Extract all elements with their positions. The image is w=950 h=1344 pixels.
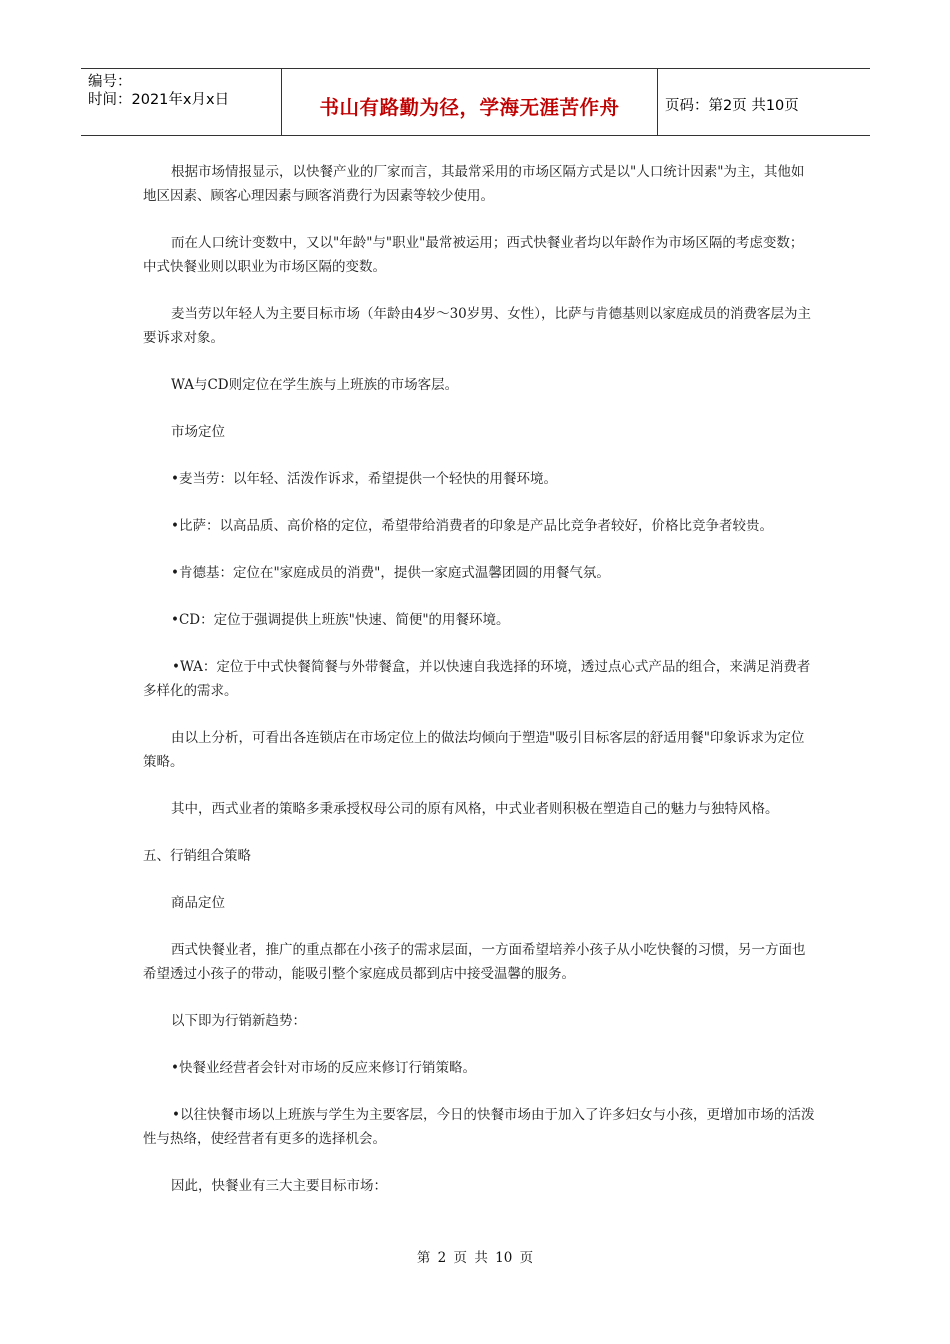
paragraph: 麦当劳以年轻人为主要目标市场（年龄由4岁～30岁男、女性），比萨与肯德基则以家庭成员的消费客层为主要诉求对象。 (143, 306, 812, 346)
bullet-item: •比萨：以高品质、高价格的定位，希望带给消费者的印象是产品比竞争者较好，价格比竞争者较贵。 (171, 518, 773, 534)
header-divider (657, 69, 658, 135)
document-number-label: 编号： (88, 74, 132, 90)
header-page-info: 页码：第2页 共10页 (665, 97, 799, 114)
paragraph: 因此，快餐业有三大主要目标市场： (171, 1178, 387, 1194)
section-subheading: 市场定位 (171, 424, 225, 440)
bullet-item: •WA：定位于中式快餐简餐与外带餐盒，并以快速自我选择的环境，透过点心式产品的组合，来满足消费者多样化的需求。 (143, 659, 811, 699)
bullet-item: •肯德基：定位在"家庭成员的消费"，提供一家庭式温馨团圆的用餐气氛。 (171, 565, 610, 581)
page-header (81, 68, 870, 136)
section-subheading: 商品定位 (171, 895, 225, 911)
paragraph: 西式快餐业者，推广的重点都在小孩子的需求层面，一方面希望培养小孩子从小吃快餐的习惯，另一方面也希望透过小孩子的带动，能吸引整个家庭成员都到店中接受温馨的服务。 (143, 942, 806, 982)
page-footer: 第 2 页 共 10 页 (416, 1250, 534, 1266)
section-heading: 五、行销组合策略 (143, 848, 251, 864)
paragraph: 而在人口统计变数中，又以"年龄"与"职业"最常被运用；西式快餐业者均以年龄作为市场区隔的考虑变数；中式快餐业则以职业为市场区隔的变数。 (143, 235, 804, 275)
paragraph: WA与CD则定位在学生族与上班族的市场客层。 (171, 377, 459, 393)
paragraph: 根据市场情报显示，以快餐产业的厂家而言，其最常采用的市场区隔方式是以"人口统计因素"为主，其他如地区因素、顾客心理因素与顾客消费行为因素等较少使用。 (143, 164, 805, 204)
document-body (143, 160, 815, 1221)
paragraph: 其中，西式业者的策略多秉承授权母公司的原有风格，中式业者则积极在塑造自己的魅力与独特风格。 (171, 801, 779, 817)
paragraph: 以下即为行销新趋势： (171, 1013, 306, 1029)
bullet-item: •快餐业经营者会针对市场的反应来修订行销策略。 (171, 1060, 476, 1076)
header-motto: 书山有路勤为径，学海无涯苦作舟 (319, 96, 620, 119)
header-meta (88, 73, 278, 109)
bullet-item: •CD：定位于强调提供上班族"快速、简便"的用餐环境。 (171, 612, 510, 628)
bullet-item: •麦当劳：以年轻、活泼作诉求，希望提供一个轻快的用餐环境。 (171, 471, 557, 487)
document-date: 时间：2021年x月x日 (88, 92, 230, 108)
bullet-item: •以往快餐市场以上班族与学生为主要客层，今日的快餐市场由于加入了许多妇女与小孩，更增加市场的活泼性与热络，使经营者有更多的选择机会。 (143, 1107, 815, 1147)
paragraph: 由以上分析，可看出各连锁店在市场定位上的做法均倾向于塑造"吸引目标客层的舒适用餐"印象诉求为定位策略。 (143, 730, 805, 770)
